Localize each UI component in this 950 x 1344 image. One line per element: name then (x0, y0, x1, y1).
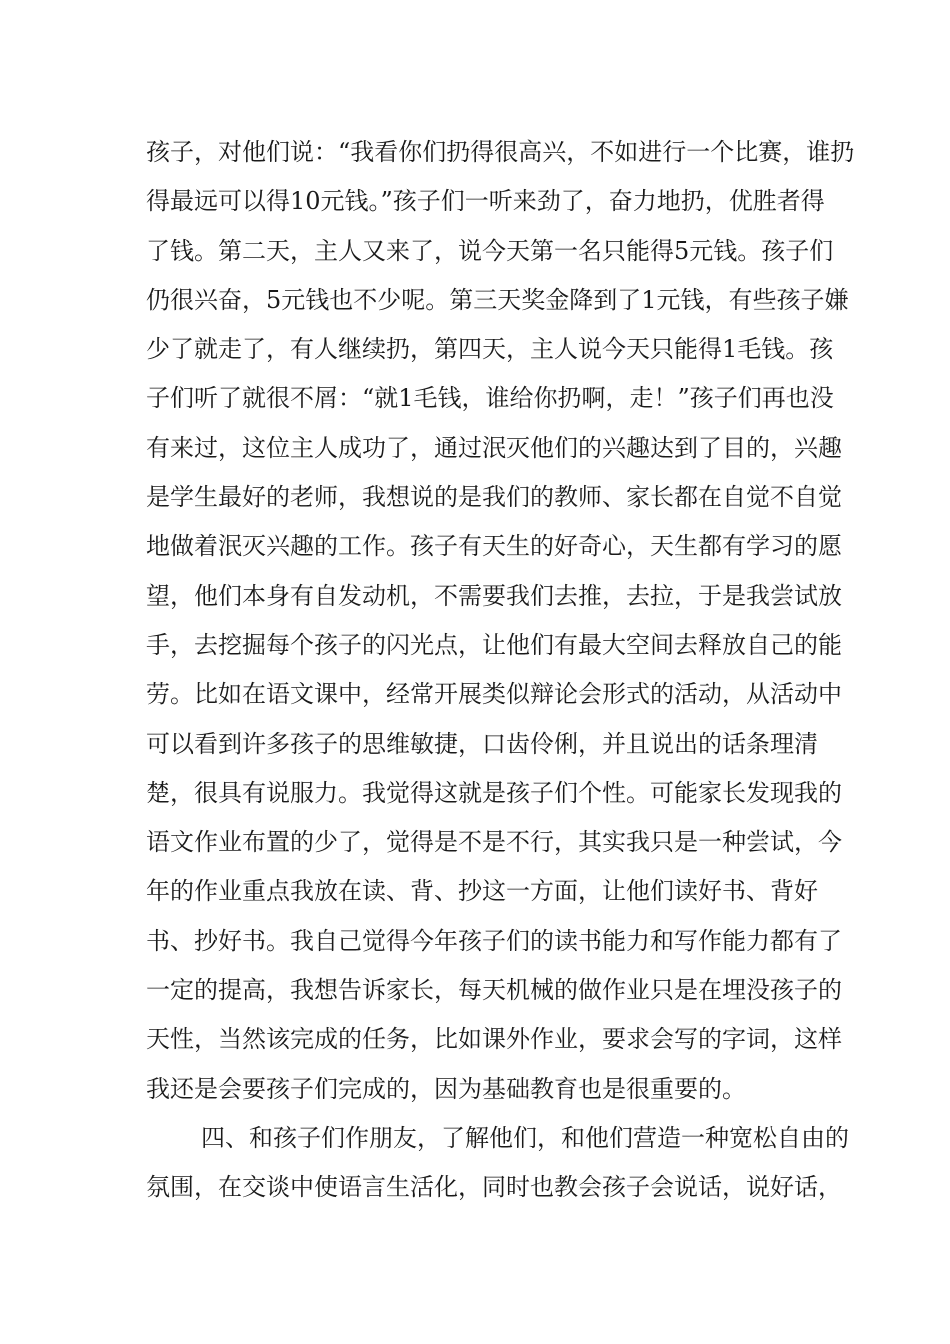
text-line: 年的作业重点我放在读、背、抄这一方面，让他们读好书、背好 (146, 877, 818, 906)
text-line: 天性，当然该完成的任务，比如课外作业，要求会写的字词，这样 (146, 1025, 842, 1054)
text-line: 仍很兴奋，5元钱也不少呢。第三天奖金降到了1元钱，有些孩子嫌 (146, 285, 849, 314)
text-line: 孩子，对他们说：“我看你们扔得很高兴，不如进行一个比赛，谁扔 (146, 138, 855, 166)
text-line: 有来过，这位主人成功了，通过泯灭他们的兴趣达到了目的，兴趣 (146, 433, 842, 462)
text-line: 劳。比如在语文课中，经常开展类似辩论会形式的活动，从活动中 (146, 680, 842, 709)
text-line: 子们听了就很不屑：“就1毛钱，谁给你扔啊，走！”孩子们再也没 (146, 384, 834, 413)
text-line: 望，他们本身有自发动机，不需要我们去推，去拉，于是我尝试放 (146, 581, 842, 610)
text-line: 少了就走了，有人继续扔，第四天，主人说今天只能得1毛钱。孩 (146, 335, 834, 364)
paragraph-end-line: 我还是会要孩子们完成的，因为基础教育也是很重要的。 (146, 1074, 746, 1103)
text-line: 地做着泯灭兴趣的工作。孩子有天生的好奇心，天生都有学习的愿 (146, 532, 842, 561)
text-line: 得最远可以得10元钱。”孩子们一听来劲了，奋力地扔，优胜者得 (146, 187, 825, 216)
text-line: 是学生最好的老师，我想说的是我们的教师、家长都在自觉不自觉 (146, 483, 842, 512)
paragraph-start-line: 四、和孩子们作朋友，了解他们，和他们营造一种宽松自由的 (201, 1123, 849, 1152)
text-line: 一定的提高，我想告诉家长，每天机械的做作业只是在埋没孩子的 (146, 976, 842, 1005)
text-line: 楚，很具有说服力。我觉得这就是孩子们个性。可能家长发现我的 (146, 778, 842, 807)
body-text (146, 128, 855, 1213)
text-line: 书、抄好书。我自己觉得今年孩子们的读书能力和写作能力都有了 (146, 926, 842, 955)
text-line: 手，去挖掘每个孩子的闪光点，让他们有最大空间去释放自己的能 (146, 630, 842, 659)
text-line: 氛围，在交谈中使语言生活化，同时也教会孩子会说话，说好话， (146, 1173, 842, 1202)
text-line: 语文作业布置的少了，觉得是不是不行，其实我只是一种尝试，今 (146, 828, 842, 857)
text-line: 了钱。第二天，主人又来了，说今天第一名只能得5元钱。孩子们 (146, 236, 834, 265)
text-line: 可以看到许多孩子的思维敏捷，口齿伶俐，并且说出的话条理清 (146, 729, 818, 758)
